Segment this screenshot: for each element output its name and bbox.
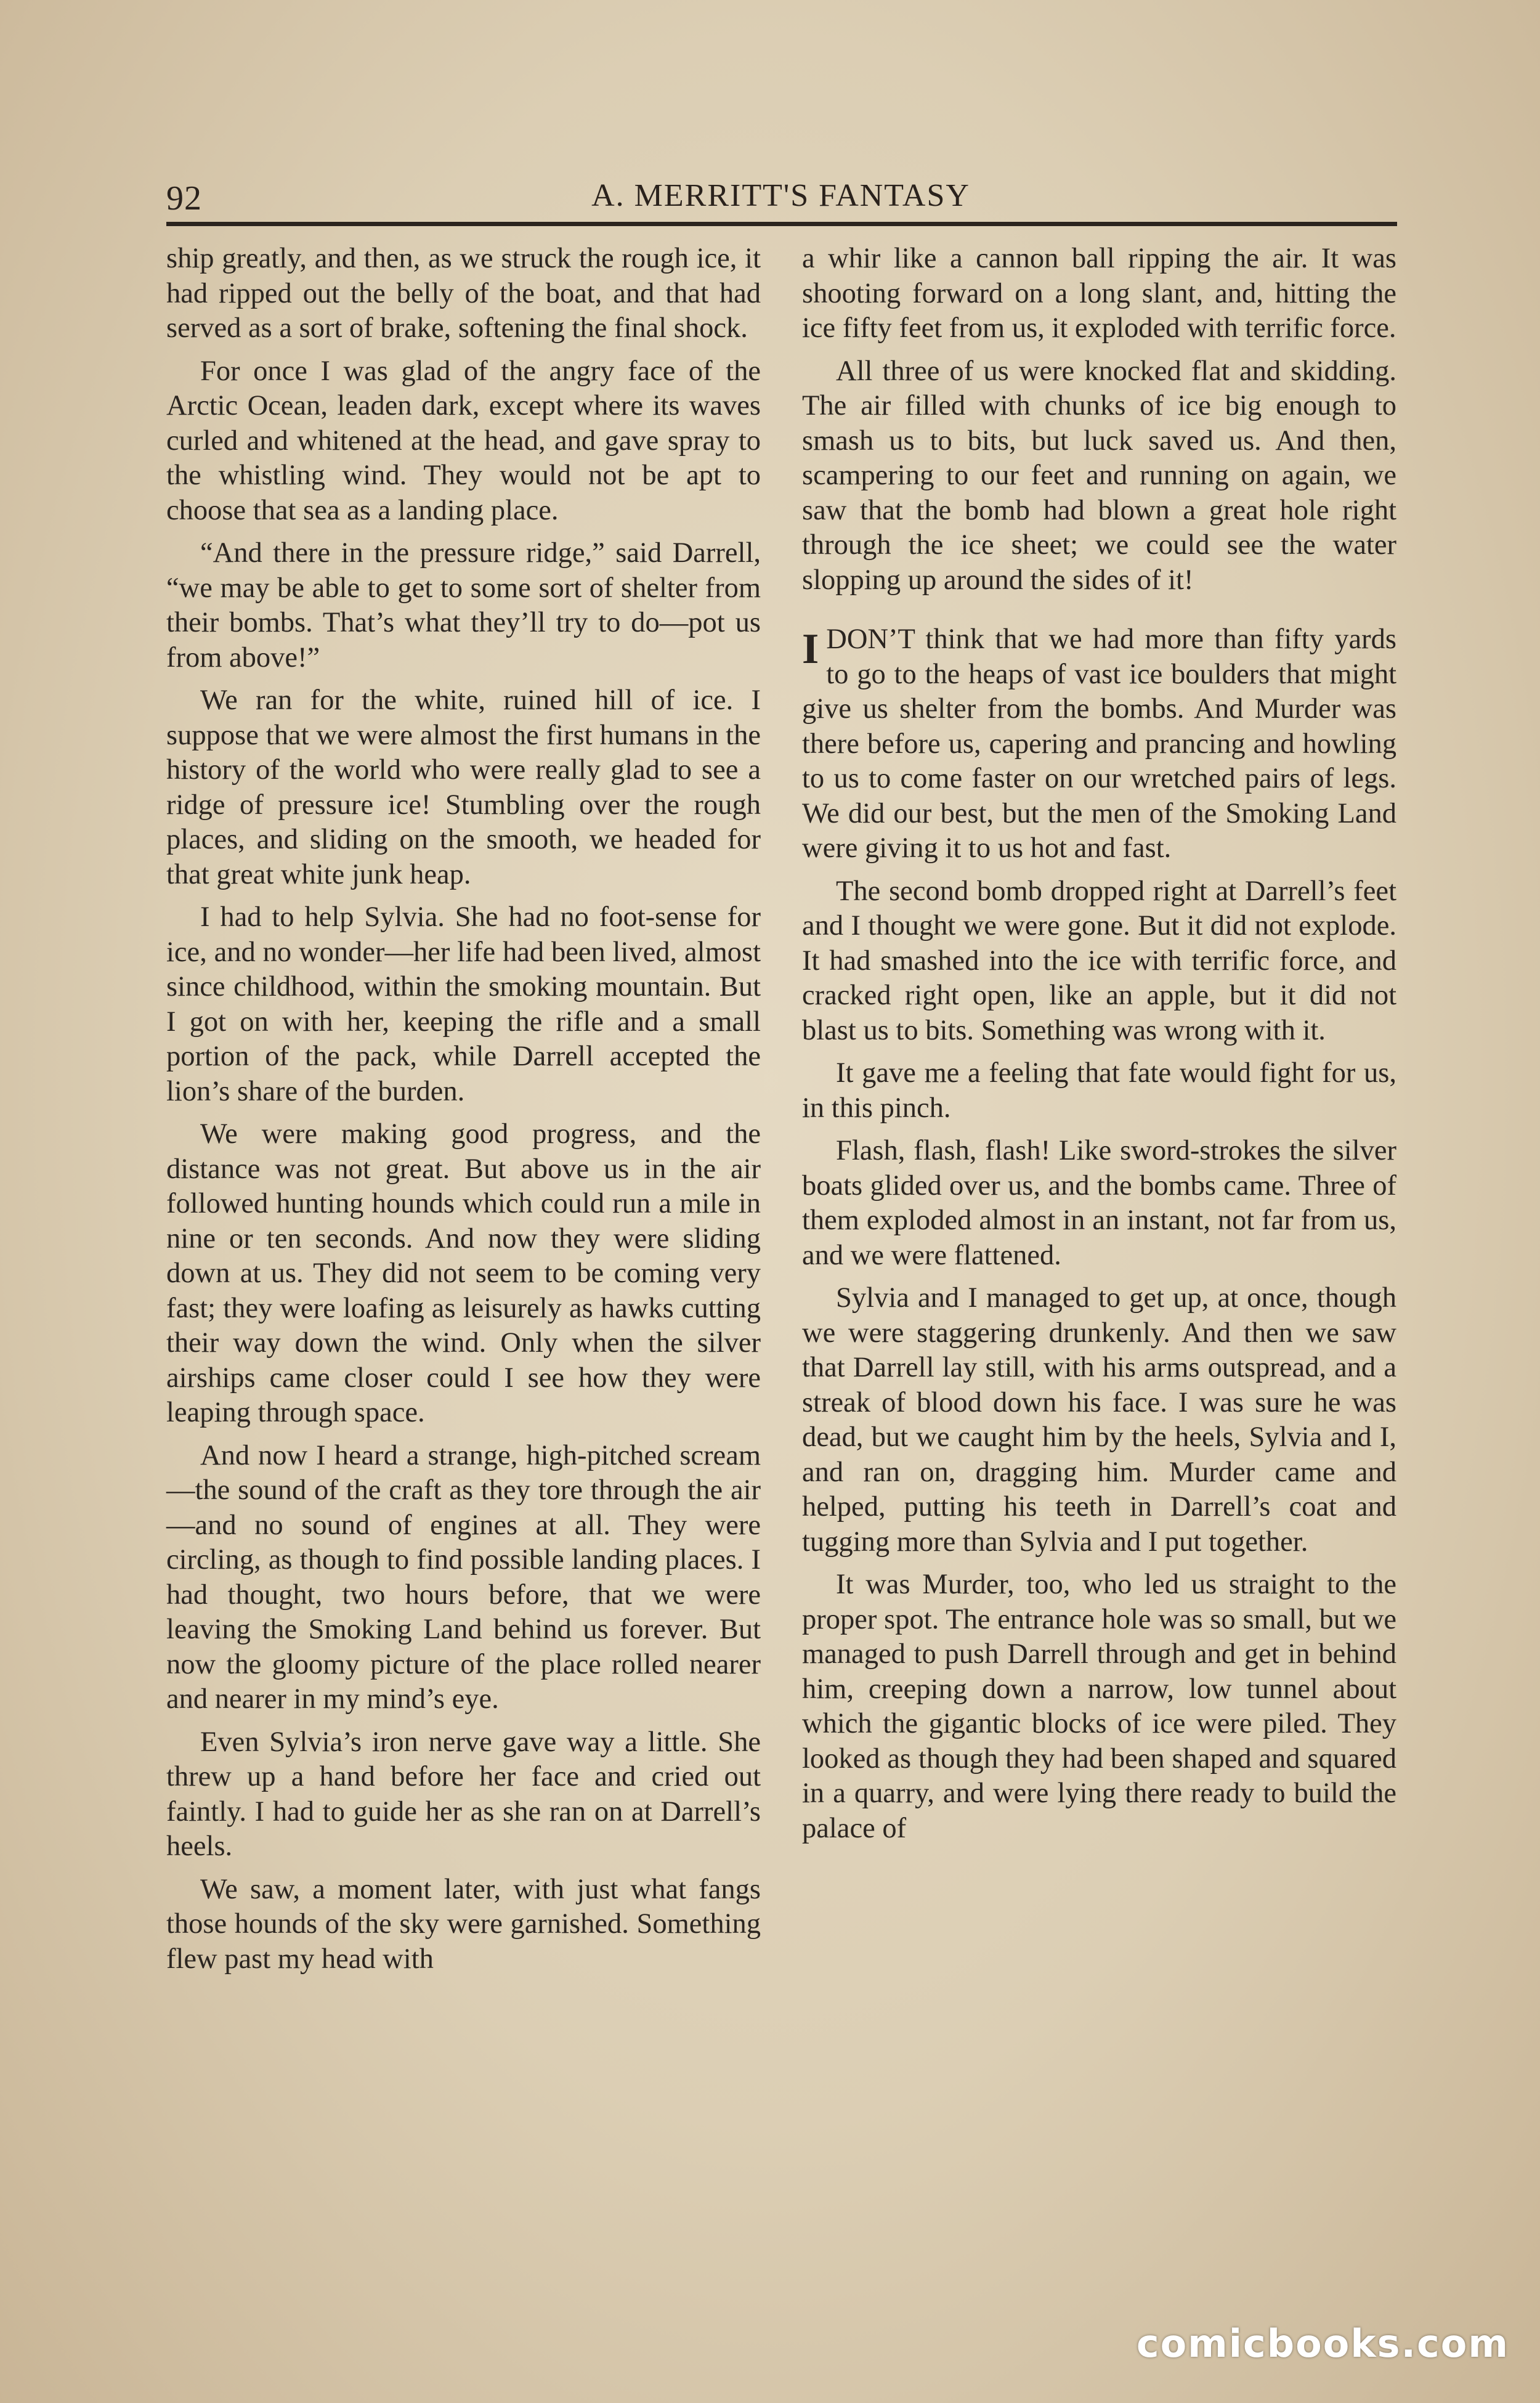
watermark: comicbooks.com: [1136, 2321, 1509, 2366]
page-number: 92: [166, 179, 202, 218]
paragraph: For once I was glad of the angry face of the Arctic Ocean, leaden dark, except where its waves curled and whitened at the head, and gave spray to the whistling wind. They would not be apt to choose that sea as a landing place.: [166, 355, 761, 526]
paragraph: Flash, flash, flash! Like sword-strokes the silver boats glided over us, and the bombs came. Three of them exploded almost in an instant, not far from us, and we were flattened.: [802, 1135, 1396, 1271]
drop-cap: I: [802, 625, 819, 673]
left-column: [166, 242, 761, 1985]
paragraph: We ran for the white, ruined hill of ice. I suppose that we were almost the first humans in the history of the world who were really glad to see a ridge of pressure ice! Stumbling over the rough places, and sliding on the smooth, we headed for that great white junk heap.: [166, 685, 761, 890]
paragraph: All three of us were knocked flat and skidding. The air filled with chunks of ice big enough to smash us to bits, but luck saved us. And then, scampering to our feet and running on again, we saw that the bomb had blown a great hole right through the ice sheet; we could see the water slopping up around the sides of it!: [802, 355, 1396, 596]
paragraph: a whir like a cannon ball ripping the air. It was shooting forward on a long slant, and, hitting the ice fifty feet from us, it exploded with terrific force.: [802, 243, 1396, 344]
paragraph: It was Murder, too, who led us straight to the proper spot. The entrance hole was so small, but we managed to push Darrell through and get in behind him, creeping down a narrow, low tunnel about which the gigantic blocks of ice were piled. They looked as though they had been shaped and squared in a quarry, and were lying there ready to build the palace of: [802, 1569, 1396, 1844]
paragraph: Sylvia and I managed to get up, at once, though we were staggering drunkenly. And then we saw that Darrell lay still, with his arms outspread, and a streak of blood down his face. I was sure he was dead, but we caught him by the heels, Sylvia and I, and ran on, dragging him. Murder came and helped, putting his teeth in Darrell’s coat and tugging more than Sylvia and I put together.: [802, 1282, 1396, 1558]
paragraph: We saw, a moment later, with just what fangs those hounds of the sky were garnished. Something flew past my head with: [166, 1873, 761, 1975]
header-rule: [166, 222, 1397, 226]
paragraph: “And there in the pressure ridge,” said Darrell, “we may be able to get to some sort of shelter from their bombs. That’s what they’ll try to do—pot us from above!”: [166, 537, 761, 673]
section-opening-paragraph: [802, 622, 1396, 866]
paragraph: I had to help Sylvia. She had no foot-sense for ice, and no wonder—her life had been lived, almost since childhood, within the smoking mountain. But I got on with her, keeping the rifle and a small portion of the pack, while Darrell accepted the lion’s share of the burden.: [166, 901, 761, 1107]
paragraph: And now I heard a strange, high-pitched scream—the sound of the craft as they tore through the air—and no sound of engines at all. They were circling, as though to find possible landing places. I had thought, two hours before, that we were leaving the Smoking Land behind us forever. But now the gloomy picture of the place rolled nearer and nearer in my mind’s eye.: [166, 1439, 761, 1715]
paragraph: Even Sylvia’s iron nerve gave way a little. She threw up a hand before her face and cried out faintly. I had to guide her as she ran on at Darrell’s heels.: [166, 1726, 761, 1862]
section-opening-text: DON’T think that we had more than fifty yards to go to the heaps of vast ice boulders that might give us shelter from the bombs. And Murder was there before us, capering and prancing and howling to us to come faster on our wretched pairs of legs. We did our best, but the men of the Smoking Land were giving it to us hot and fast.: [802, 624, 1396, 864]
right-column: [802, 242, 1396, 1854]
paragraph: It gave me a feeling that fate would fight for us, in this pinch.: [802, 1057, 1396, 1124]
page-header: [166, 173, 1395, 225]
running-title: A. MERRITT'S FANTASY: [591, 178, 970, 213]
paragraph: The second bomb dropped right at Darrell’s feet and I thought we were gone. But it did not explode. It had smashed into the ice with terrific force, and cracked right open, like an apple, but it did not blast us to bits. Something was wrong with it.: [802, 875, 1396, 1046]
paragraph: ship greatly, and then, as we struck the rough ice, it had ripped out the belly of the boat, and that had served as a sort of brake, softening the final shock.: [166, 243, 761, 344]
paragraph: We were making good progress, and the distance was not great. But above us in the air followed hunting hounds which could run a mile in nine or ten seconds. And now they were sliding down at us. They did not seem to be coming very fast; they were loafing as leisurely as hawks cutting their way down the wind. Only when the silver airships came closer could I see how they were leaping through space.: [166, 1118, 761, 1428]
